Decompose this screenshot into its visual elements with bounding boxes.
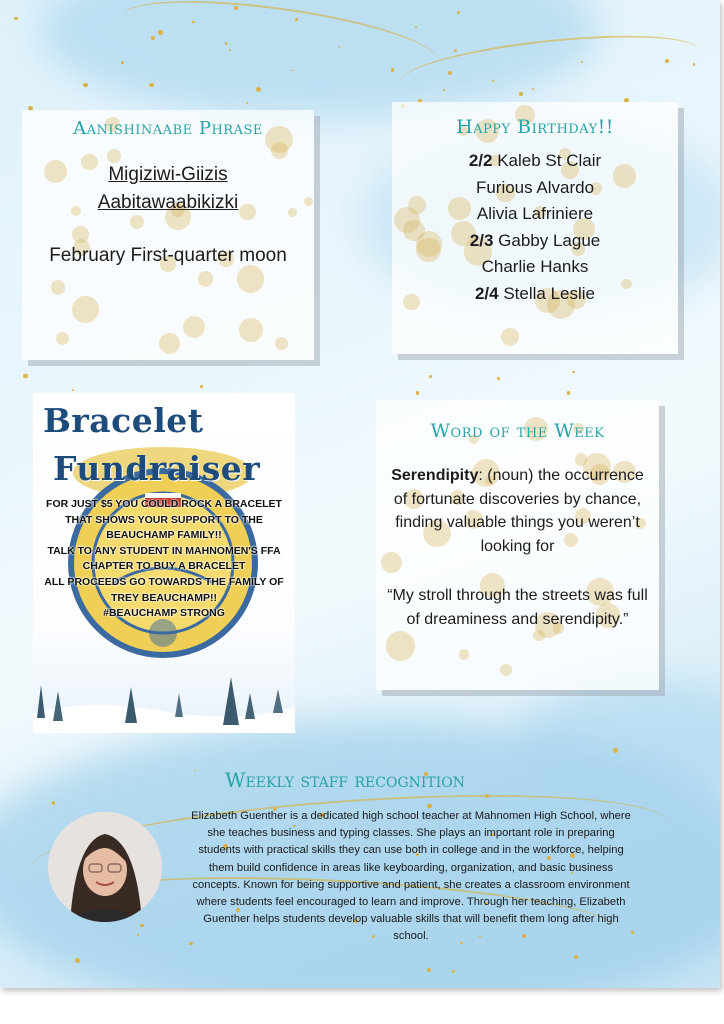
- gold-sparkle: [567, 391, 571, 395]
- gold-sparkle: [443, 89, 445, 91]
- word-definition: [376, 464, 659, 558]
- birthday-entry: [392, 228, 678, 255]
- fundraiser-line: CHAPTER TO BUY A BRACELET: [82, 560, 246, 573]
- gold-dot-pattern: [22, 110, 314, 360]
- gold-sparkle: [83, 83, 88, 88]
- birthday-name: Charlie Hanks: [481, 257, 589, 276]
- avatar: [48, 812, 162, 922]
- gold-dot: [237, 265, 264, 292]
- birthday-name: Furious Alvardo: [475, 177, 595, 197]
- gold-dot: [56, 332, 69, 345]
- fundraiser-text: [37, 497, 291, 622]
- gold-dot: [51, 280, 65, 294]
- gold-sparkle: [448, 71, 452, 75]
- gold-sparkle: [492, 80, 494, 82]
- fundraiser-line: TALK TO ANY STUDENT IN MAHNOMEN'S FFA: [47, 544, 281, 557]
- phrase-card: [22, 110, 314, 360]
- gold-sparkle: [338, 47, 340, 49]
- gold-sparkle: [14, 17, 17, 20]
- gold-dot: [130, 215, 144, 229]
- gold-sparkle: [52, 801, 55, 804]
- gold-dot: [271, 142, 288, 159]
- birthday-date: 2/2: [468, 151, 493, 170]
- gold-sparkle: [429, 375, 432, 378]
- gold-sparkle: [532, 88, 534, 90]
- snowy-trees-icon: [33, 663, 295, 733]
- gold-sparkle: [452, 970, 455, 973]
- fundraiser-line: FOR JUST $5 YOU COULD ROCK A BRACELET: [46, 498, 282, 510]
- birthday-list: [392, 148, 678, 307]
- word-definition-text: : (noun) the occurrence of fortunate discoveries by chance, finding valuable things you weren’t looking for: [393, 467, 644, 555]
- gold-sparkle: [23, 374, 28, 379]
- fundraiser-line: ALL PROCEEDS GO TOWARDS THE FAMILY OF: [44, 575, 284, 588]
- gold-sparkle: [256, 87, 261, 92]
- gold-sparkle: [574, 955, 578, 959]
- gold-sparkle: [151, 36, 155, 40]
- gold-dot: [72, 226, 89, 243]
- gold-dot: [183, 316, 205, 338]
- birthday-name: Stella Leslie: [503, 283, 596, 303]
- phrase-words: [22, 161, 314, 217]
- gold-dot: [198, 271, 214, 287]
- gold-sparkle: [416, 391, 420, 395]
- birthday-entry: [392, 254, 678, 281]
- fundraiser-line: TREY BEAUCHAMP!!: [111, 591, 217, 604]
- birthday-card: [392, 102, 678, 354]
- staff-bio: Elizabeth Guenther is a dedicated high school teacher at Mahnomen High School, where she teaches business and typing classes. She plays an important role in preparing students with practical skills they can use both in college and in the workforce, helping them build confidence in areas like keyboarding, organization, and basic business concepts. Known for being supportive and patient, she creates a classroom environment where students feel encouraged to learn and improve. Through her teaching, Elizabeth Guenther helps students develop valuable skills that will benefit them long after high school.: [191, 810, 631, 943]
- gold-dot: [533, 630, 545, 642]
- gold-sparkle: [581, 61, 583, 63]
- birthday-entry: [392, 148, 678, 175]
- gold-dot: [501, 328, 519, 346]
- birthday-name: Gabby Lague: [498, 230, 601, 250]
- phrase-title: Aanishinaabe Phrase: [73, 118, 263, 139]
- birthday-name: Kaleb St Clair: [497, 151, 602, 170]
- gold-dot: [500, 664, 512, 676]
- gold-sparkle: [149, 83, 154, 88]
- gold-sparkle: [137, 934, 139, 936]
- word-term: Serendipity: [391, 467, 479, 484]
- gold-dot: [386, 631, 415, 660]
- phrase-meaning: February First-quarter moon: [49, 245, 287, 266]
- gold-sparkle: [75, 958, 80, 963]
- word-of-week-card: [376, 400, 659, 690]
- gold-sparkle: [200, 385, 203, 388]
- gold-dot: [159, 333, 180, 354]
- gold-dot: [275, 337, 288, 350]
- birthday-date: 2/3: [469, 230, 494, 250]
- fundraiser-title-line2: Fundraiser: [53, 449, 261, 488]
- gold-sparkle: [234, 6, 238, 10]
- gold-sparkle: [693, 63, 695, 65]
- phrase-word: Aabitawaabikizki: [97, 192, 239, 213]
- fundraiser-title-line1: Bracelet: [43, 401, 204, 440]
- gold-dot: [72, 296, 99, 323]
- birthday-name: Alivia Lafriniere: [476, 204, 594, 223]
- word-example: “My stroll through the streets was full of dreaminess and serendipity.”: [387, 587, 648, 628]
- birthday-date: 2/4: [474, 283, 499, 303]
- gold-sparkle: [225, 42, 228, 45]
- gold-sparkle: [497, 377, 500, 380]
- phrase-word: Migiziwi-Giizis: [108, 164, 228, 185]
- gold-sparkle: [192, 21, 194, 23]
- staff-photo: [48, 812, 162, 922]
- gold-dot: [239, 318, 263, 342]
- gold-dot: [459, 649, 470, 660]
- gold-sparkle: [391, 68, 394, 71]
- staff-title: Weekly staff recognition: [224, 768, 466, 792]
- gold-sparkle: [140, 924, 143, 927]
- gold-sparkle: [572, 371, 575, 374]
- word-title: Word of the Week: [430, 420, 605, 442]
- gold-sparkle: [519, 92, 523, 96]
- gold-sparkle: [415, 26, 417, 28]
- birthday-entry: [392, 201, 678, 228]
- birthday-title: Happy Birthday!!: [456, 116, 614, 138]
- birthday-entry: [392, 281, 678, 308]
- gold-sparkle: [613, 748, 618, 753]
- birthday-entry: [392, 175, 678, 202]
- fundraiser-flyer: [33, 393, 295, 733]
- fundraiser-line: BEAUCHAMP FAMILY!!: [106, 529, 222, 542]
- gold-sparkle: [72, 389, 75, 392]
- fundraiser-line: #BEAUCHAMP STRONG: [103, 607, 225, 620]
- fundraiser-line: THAT SHOWS YOUR SUPPORT TO THE: [65, 513, 263, 526]
